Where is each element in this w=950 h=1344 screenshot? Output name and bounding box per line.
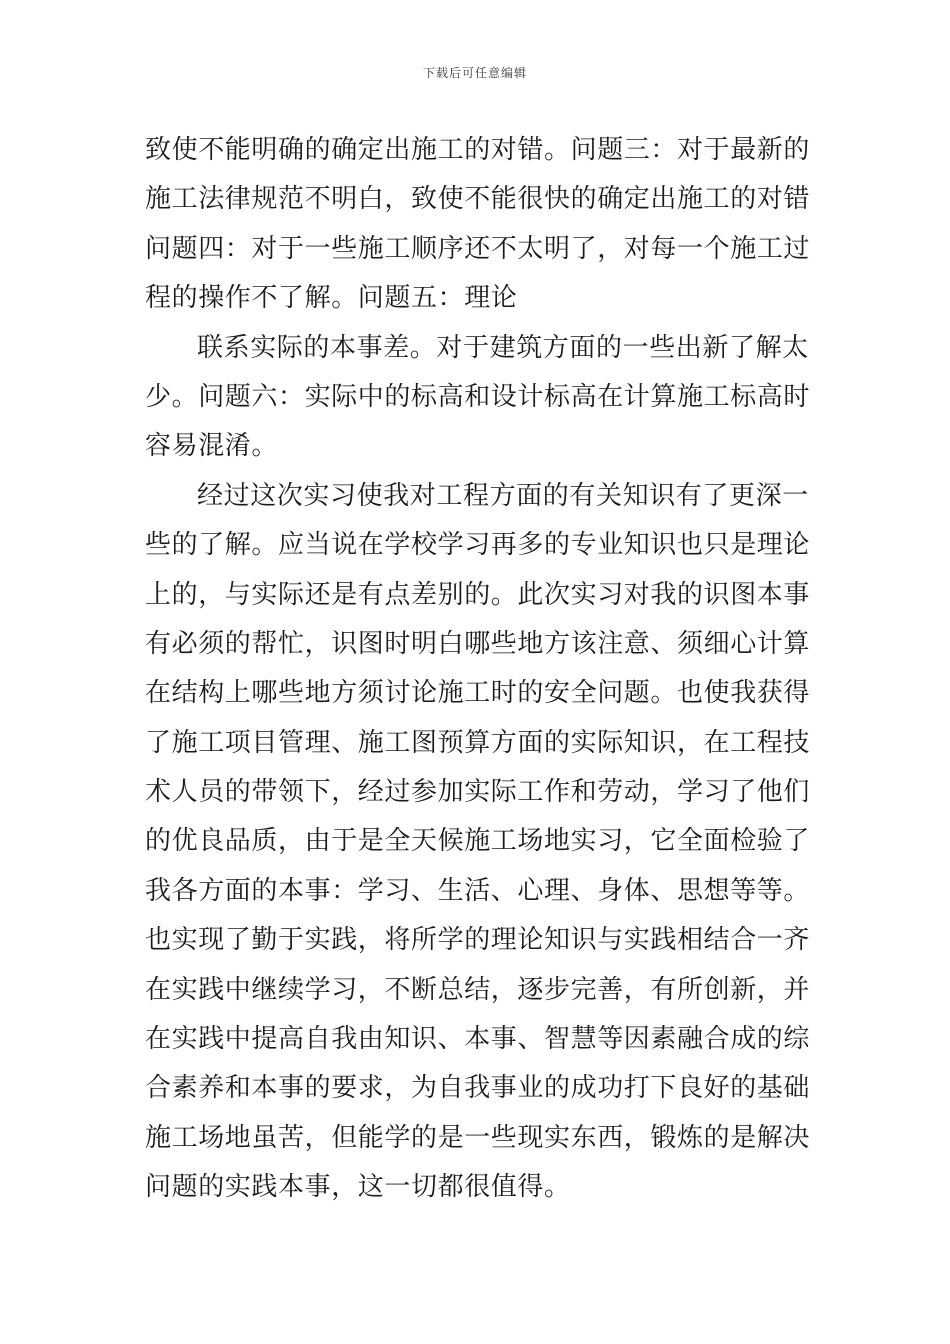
text-line: 我各方面的本事：学习、生活、心理、身体、思想等等。 bbox=[145, 875, 811, 906]
paragraph-problems bbox=[145, 126, 815, 324]
document-body bbox=[145, 126, 815, 1213]
text-line: 在实践中提高自我由知识、本事、智慧等因素融合成的综 bbox=[145, 1024, 811, 1055]
text-line: 在实践中继续学习，不断总结，逐步完善，有所创新，并 bbox=[145, 974, 811, 1005]
paragraph-summary bbox=[145, 472, 815, 1213]
text-line: 容易混淆。 bbox=[145, 431, 279, 462]
page-header-note: 下载后可任意编辑 bbox=[422, 66, 527, 80]
text-line: 问题的实践本事，这一切都很值得。 bbox=[145, 1172, 571, 1203]
text-line: 也实现了勤于实践，将所学的理论知识与实践相结合一齐 bbox=[145, 925, 811, 956]
text-line: 施工法律规范不明白，致使不能很快的确定出施工的对错 bbox=[145, 184, 811, 215]
text-line: 上的，与实际还是有点差别的。此次实习对我的识图本事 bbox=[145, 579, 811, 610]
text-line: 致使不能明确的确定出施工的对错。问题三：对于最新的 bbox=[145, 135, 811, 165]
text-line: 合素养和本事的要求，为自我事业的成功打下良好的基础 bbox=[145, 1073, 811, 1104]
text-line: 了施工项目管理、施工图预算方面的实际知识，在工程技 bbox=[145, 727, 811, 758]
text-line: 些的了解。应当说在学校学习再多的专业知识也只是理论 bbox=[145, 530, 811, 561]
text-line: 在结构上哪些地方须讨论施工时的安全问题。也使我获得 bbox=[145, 678, 811, 709]
text-line: 程的操作不了解。问题五：理论 bbox=[145, 283, 518, 314]
text-line: 术人员的带领下，经过参加实际工作和劳动，学习了他们 bbox=[145, 777, 811, 808]
text-line: 施工场地虽苦，但能学的是一些现实东西，锻炼的是解决 bbox=[145, 1122, 811, 1153]
text-line: 少。问题六：实际中的标高和设计标高在计算施工标高时 bbox=[145, 381, 811, 412]
text-line: 问题四：对于一些施工顺序还不太明了，对每一个施工过 bbox=[145, 233, 811, 264]
text-line: 联系实际的本事差。对于建筑方面的一些出新了解太 bbox=[197, 332, 809, 363]
text-line: 的优良品质，由于是全天候施工场地实习，它全面检验了 bbox=[145, 826, 811, 857]
text-line: 有必须的帮忙，识图时明白哪些地方该注意、须细心计算 bbox=[145, 628, 811, 659]
paragraph-theory bbox=[145, 324, 815, 472]
text-line: 经过这次实习使我对工程方面的有关知识有了更深一 bbox=[197, 480, 809, 511]
